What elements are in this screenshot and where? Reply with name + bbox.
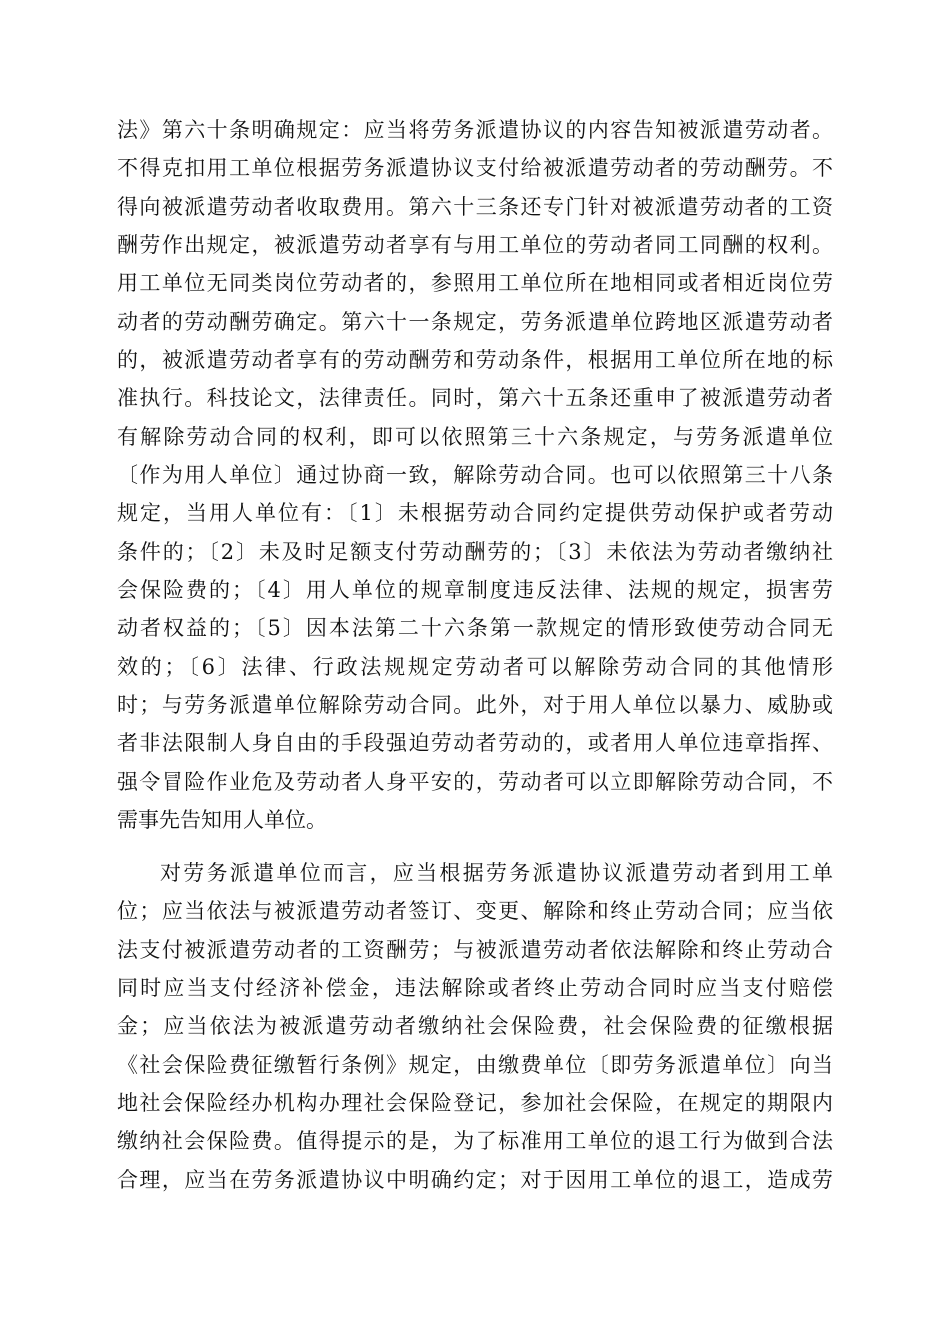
text-line: 得向被派遣劳动者收取费用。第六十三条还专门针对被派遣劳动者的工资 bbox=[117, 195, 833, 219]
text-line: 规定，当用人单位有：〔1〕未根据劳动合同约定提供劳动保护或者劳动 bbox=[117, 501, 833, 525]
text-line: 《社会保险费征缴暂行条例》规定，由缴费单位〔即劳务派遣单位〕向当 bbox=[117, 1053, 833, 1077]
text-line: 会保险费的；〔4〕用人单位的规章制度违反法律、法规的规定，损害劳 bbox=[117, 578, 833, 602]
text-line: 需事先告知用人单位。 bbox=[117, 808, 327, 832]
text-line: 合理，应当在劳务派遣协议中明确约定；对于因用工单位的退工，造成劳 bbox=[117, 1168, 833, 1192]
text-line: 者非法限制人身自由的手段强迫劳动者劳动的，或者用人单位违章指挥、 bbox=[117, 731, 833, 755]
text-line: 效的；〔6〕法律、行政法规规定劳动者可以解除劳动合同的其他情形 bbox=[117, 655, 833, 679]
text-line: 的，被派遣劳动者享有的劳动酬劳和劳动条件，根据用工单位所在地的标 bbox=[117, 348, 833, 372]
text-line: 酬劳作出规定，被派遣劳动者享有与用工单位的劳动者同工同酬的权利。 bbox=[117, 233, 833, 257]
text-line: 地社会保险经办机构办理社会保险登记，参加社会保险，在规定的期限内 bbox=[117, 1091, 833, 1115]
text-line: 用工单位无同类岗位劳动者的，参照用工单位所在地相同或者相近岗位劳 bbox=[117, 271, 833, 295]
text-line: 同时应当支付经济补偿金，违法解除或者终止劳动合同时应当支付赔偿 bbox=[117, 976, 833, 1000]
text-line: 位；应当依法与被派遣劳动者签订、变更、解除和终止劳动合同；应当依 bbox=[117, 899, 833, 923]
text-line: 有解除劳动合同的权利，即可以依照第三十六条规定，与劳务派遣单位 bbox=[117, 425, 833, 449]
text-line: 动者权益的；〔5〕因本法第二十六条第一款规定的情形致使劳动合同无 bbox=[117, 616, 833, 640]
text-line: 缴纳社会保险费。值得提示的是，为了标准用工单位的退工行为做到合法 bbox=[117, 1129, 833, 1153]
text-line: 对劳务派遣单位而言，应当根据劳务派遣协议派遣劳动者到用工单 bbox=[160, 861, 833, 885]
text-line: 不得克扣用工单位根据劳务派遣协议支付给被派遣劳动者的劳动酬劳。不 bbox=[117, 156, 833, 180]
text-line: 条件的；〔2〕未及时足额支付劳动酬劳的；〔3〕未依法为劳动者缴纳社 bbox=[117, 540, 833, 564]
text-line: 金；应当依法为被派遣劳动者缴纳社会保险费，社会保险费的征缴根据 bbox=[117, 1014, 833, 1038]
text-line: 准执行。科技论文，法律责任。同时，第六十五条还重申了被派遣劳动者 bbox=[117, 386, 833, 410]
text-line: 时；与劳务派遣单位解除劳动合同。此外，对于用人单位以暴力、威胁或 bbox=[117, 693, 833, 717]
text-line: 〔作为用人单位〕通过协商一致，解除劳动合同。也可以依照第三十八条 bbox=[117, 463, 833, 487]
text-line: 法支付被派遣劳动者的工资酬劳；与被派遣劳动者依法解除和终止劳动合 bbox=[117, 938, 833, 962]
text-line: 强令冒险作业危及劳动者人身平安的，劳动者可以立即解除劳动合同，不 bbox=[117, 770, 833, 794]
text-line: 动者的劳动酬劳确定。第六十一条规定，劳务派遣单位跨地区派遣劳动者 bbox=[117, 310, 833, 334]
text-line: 法》第六十条明确规定：应当将劳务派遣协议的内容告知被派遣劳动者。 bbox=[117, 118, 833, 142]
